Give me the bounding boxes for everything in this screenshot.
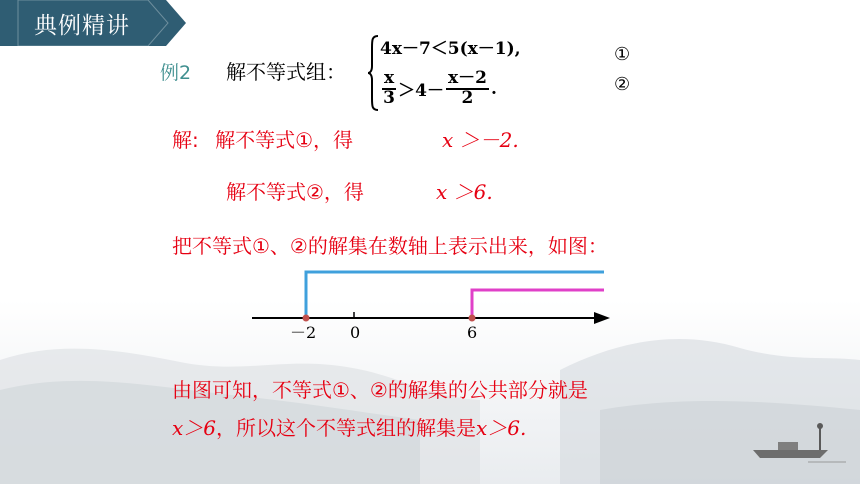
solution-lead: 解:: [172, 128, 199, 152]
axis-arrow: [594, 312, 610, 324]
number-line: [240, 262, 620, 342]
step1-text: 解不等式①，得: [215, 128, 354, 152]
conclusion-prefix: x＞6: [172, 416, 217, 440]
step2-result: x ＞6.: [436, 180, 493, 204]
marker-2: ②: [614, 74, 631, 95]
step2-text: 解不等式②，得: [226, 180, 364, 204]
solution-ray-2: [472, 290, 604, 316]
fraction-numerator: x: [384, 68, 395, 88]
inequality-end: .: [490, 78, 497, 99]
step3-text: 把不等式①、②的解集在数轴上表示出来，如图：: [172, 234, 608, 258]
solution-ray-1: [306, 272, 604, 316]
solution-step-1: [172, 124, 353, 153]
boat-illustration: [748, 418, 848, 468]
label-neg2: －2: [290, 323, 317, 342]
fraction-x-minus-2-over-2: [446, 70, 489, 108]
point-6: [469, 315, 476, 322]
conclusion-mid: ，所以这个不等式组的解集是: [216, 416, 477, 440]
fraction-denominator: 3: [383, 87, 395, 108]
point-neg2: [303, 315, 310, 322]
inequality-1: 4x－7＜5(x－1),: [380, 39, 521, 59]
marker-1: ①: [614, 44, 631, 65]
inequality-2: [380, 70, 497, 108]
conclusion-line-2: [172, 412, 526, 441]
label-6: 6: [467, 323, 478, 342]
section-title-tag: [0, 0, 186, 46]
brace-icon: [368, 34, 380, 112]
inequality-middle: ＞4－: [398, 81, 444, 102]
problem-statement: 解不等式组：: [226, 60, 346, 84]
conclusion-line-1: 由图可知，不等式①、②的解集的公共部分就是: [172, 378, 588, 402]
label-0: 0: [350, 323, 361, 342]
step1-result: x ＞－2.: [442, 128, 519, 152]
inequality-system: [368, 34, 568, 112]
fraction-x-over-3: [382, 70, 396, 108]
example-label: 例2: [160, 62, 192, 84]
fraction-numerator: x－2: [447, 68, 487, 88]
conclusion-answer: x＞6.: [476, 416, 527, 440]
fraction-denominator: 2: [461, 87, 474, 108]
section-title: 典例精讲: [34, 12, 130, 39]
